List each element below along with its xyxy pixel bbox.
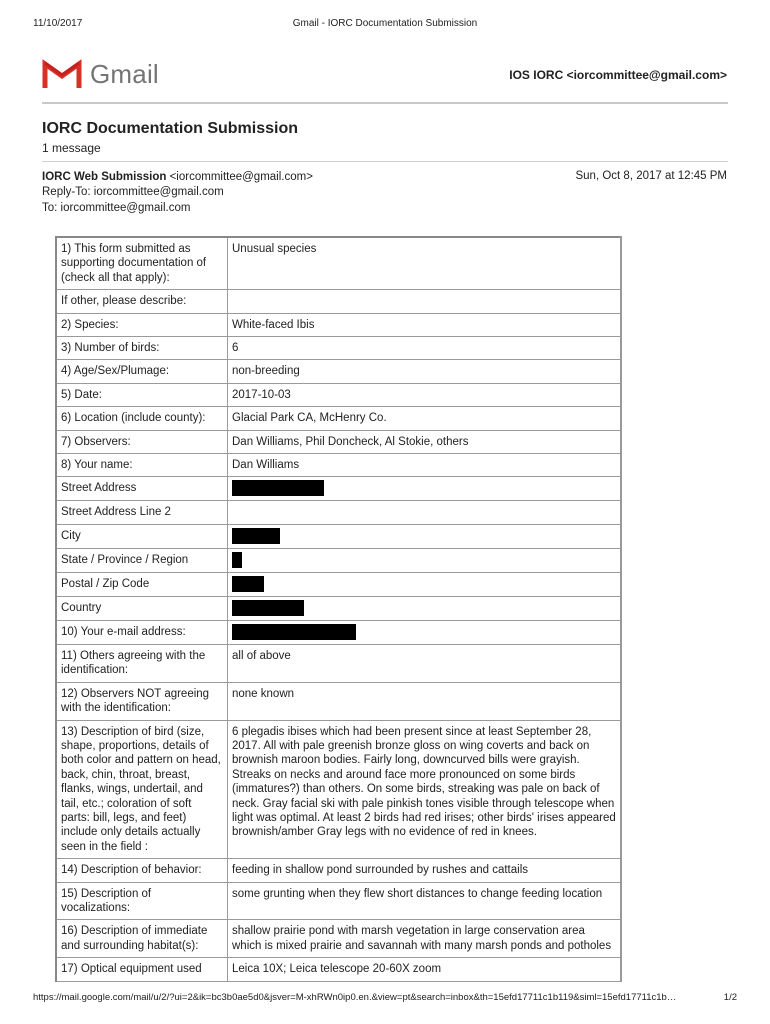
form-row-label: Country (56, 596, 228, 620)
form-row-value: White-faced Ibis (228, 313, 622, 336)
recipient: To: iorcommittee@gmail.com (42, 201, 191, 214)
form-row-label: City (56, 524, 228, 548)
redaction-block (232, 552, 242, 568)
form-row (56, 360, 621, 383)
gmail-logo[interactable] (42, 58, 159, 90)
form-row (56, 501, 621, 524)
form-row-value (228, 620, 622, 644)
form-row-label: 4) Age/Sex/Plumage: (56, 360, 228, 383)
form-row-label: 6) Location (include county): (56, 407, 228, 430)
submission-form-table (55, 236, 622, 982)
form-row-value: some grunting when they flew short distances to change feeding location (228, 882, 622, 920)
form-row-value (228, 290, 622, 313)
form-row (56, 720, 621, 859)
account-label: IOS IORC <iorcommittee@gmail.com> (509, 68, 727, 82)
form-row-label: 12) Observers NOT agreeing with the identification: (56, 682, 228, 720)
form-row-label: Street Address Line 2 (56, 501, 228, 524)
form-row (56, 430, 621, 453)
form-row-label: 11) Others agreeing with the identification: (56, 644, 228, 682)
form-row (56, 237, 621, 290)
form-row-label: 13) Description of bird (size, shape, proportions, details of both color and pattern on head, back, chin, throat, breast, flanks, wings, undertail, and tail, etc.; coloration of soft parts: bill, legs, and feet) include only details actually seen in the field : (56, 720, 228, 859)
form-row-label: Postal / Zip Code (56, 572, 228, 596)
form-row-label: 15) Description of vocalizations: (56, 882, 228, 920)
form-row-value: Dan Williams, Phil Doncheck, Al Stokie, others (228, 430, 622, 453)
form-row-label: 17) Optical equipment used (56, 958, 228, 981)
form-row-label: If other, please describe: (56, 290, 228, 313)
form-row (56, 290, 621, 313)
form-row (56, 407, 621, 430)
form-row-value (228, 572, 622, 596)
sender-line (42, 170, 313, 185)
form-row (56, 337, 621, 360)
form-row-value: shallow prairie pond with marsh vegetation in large conservation area which is mixed prairie and savannah with many marsh ponds and potholes (228, 920, 622, 958)
form-row-label: 5) Date: (56, 383, 228, 406)
form-row-label: 7) Observers: (56, 430, 228, 453)
form-row-label: State / Province / Region (56, 548, 228, 572)
footer-url: https://mail.google.com/mail/u/2/?ui=2&ik=bc3b0ae5d0&jsver=M-xhRWn0ip0.en.&view=pt&search=inbox&th=15efd17711c1b119&siml=15efd17711c1b… (33, 992, 677, 1003)
print-date: 11/10/2017 (33, 18, 83, 29)
redaction-block (232, 600, 304, 616)
redaction-block (232, 576, 264, 592)
form-row (56, 596, 621, 620)
form-row-label: 10) Your e-mail address: (56, 620, 228, 644)
sender-name: IORC Web Submission (42, 171, 167, 183)
form-row-label: 16) Description of immediate and surrounding habitat(s): (56, 920, 228, 958)
form-row (56, 572, 621, 596)
form-row-value: Unusual species (228, 237, 622, 290)
form-row-value: 2017-10-03 (228, 383, 622, 406)
form-row-value: non-breeding (228, 360, 622, 383)
form-row (56, 548, 621, 572)
form-row-value (228, 477, 622, 501)
redaction-block (232, 480, 324, 496)
form-row-label: 2) Species: (56, 313, 228, 336)
form-row-value: 6 (228, 337, 622, 360)
gmail-envelope-icon (42, 59, 82, 89)
redaction-block (232, 624, 356, 640)
message-date: Sun, Oct 8, 2017 at 12:45 PM (575, 170, 727, 182)
form-row (56, 620, 621, 644)
form-row (56, 859, 621, 882)
form-row-value: all of above (228, 644, 622, 682)
form-row-value: Leica 10X; Leica telescope 20-60X zoom (228, 958, 622, 981)
subject-divider (42, 161, 728, 162)
form-row (56, 383, 621, 406)
email-subject: IORC Documentation Submission (42, 120, 299, 137)
form-row (56, 958, 621, 981)
message-count: 1 message (42, 141, 101, 155)
form-row-label: Street Address (56, 477, 228, 501)
form-row (56, 524, 621, 548)
form-row-value: 6 plegadis ibises which had been present since at least September 28, 2017. All with pale greenish bronze gloss on wing coverts and back on brownish maroon bodies. Fairly long, downcurved bills were grayish. Streaks on necks and around face more pronounced on some birds (immatures?) than others. On some birds, streaking was pale on back of neck. Gray facial ski with pale pinkish tones visible through telescope when light was optimal. At least 2 birds had red irises; other birds' irises appeared brownish/amber Gray legs with no evidence of red in knees. (228, 720, 622, 859)
message-meta (42, 170, 313, 216)
form-row (56, 920, 621, 958)
form-row (56, 313, 621, 336)
reply-to: Reply-To: iorcommittee@gmail.com (42, 186, 224, 199)
form-row (56, 682, 621, 720)
form-row (56, 644, 621, 682)
gmail-wordmark: Gmail (90, 58, 159, 89)
header-divider (42, 102, 728, 104)
form-row-value: Glacial Park CA, McHenry Co. (228, 407, 622, 430)
form-row-label: 3) Number of birds: (56, 337, 228, 360)
form-row (56, 454, 621, 477)
form-row-value: Dan Williams (228, 454, 622, 477)
form-row-value: none known (228, 682, 622, 720)
form-row-value: feeding in shallow pond surrounded by rushes and cattails (228, 859, 622, 882)
form-row-value (228, 501, 622, 524)
footer-page-number: 1/2 (723, 992, 737, 1003)
form-row-label: 8) Your name: (56, 454, 228, 477)
print-title: Gmail - IORC Documentation Submission (292, 18, 478, 29)
form-row-label: 1) This form submitted as supporting documentation of (check all that apply): (56, 237, 228, 290)
sender-email: <iorcommittee@gmail.com> (169, 171, 313, 183)
form-row-value (228, 524, 622, 548)
redaction-block (232, 528, 280, 544)
form-row (56, 882, 621, 920)
form-row-value (228, 596, 622, 620)
form-row-label: 14) Description of behavior: (56, 859, 228, 882)
form-row-value (228, 548, 622, 572)
form-row (56, 477, 621, 501)
